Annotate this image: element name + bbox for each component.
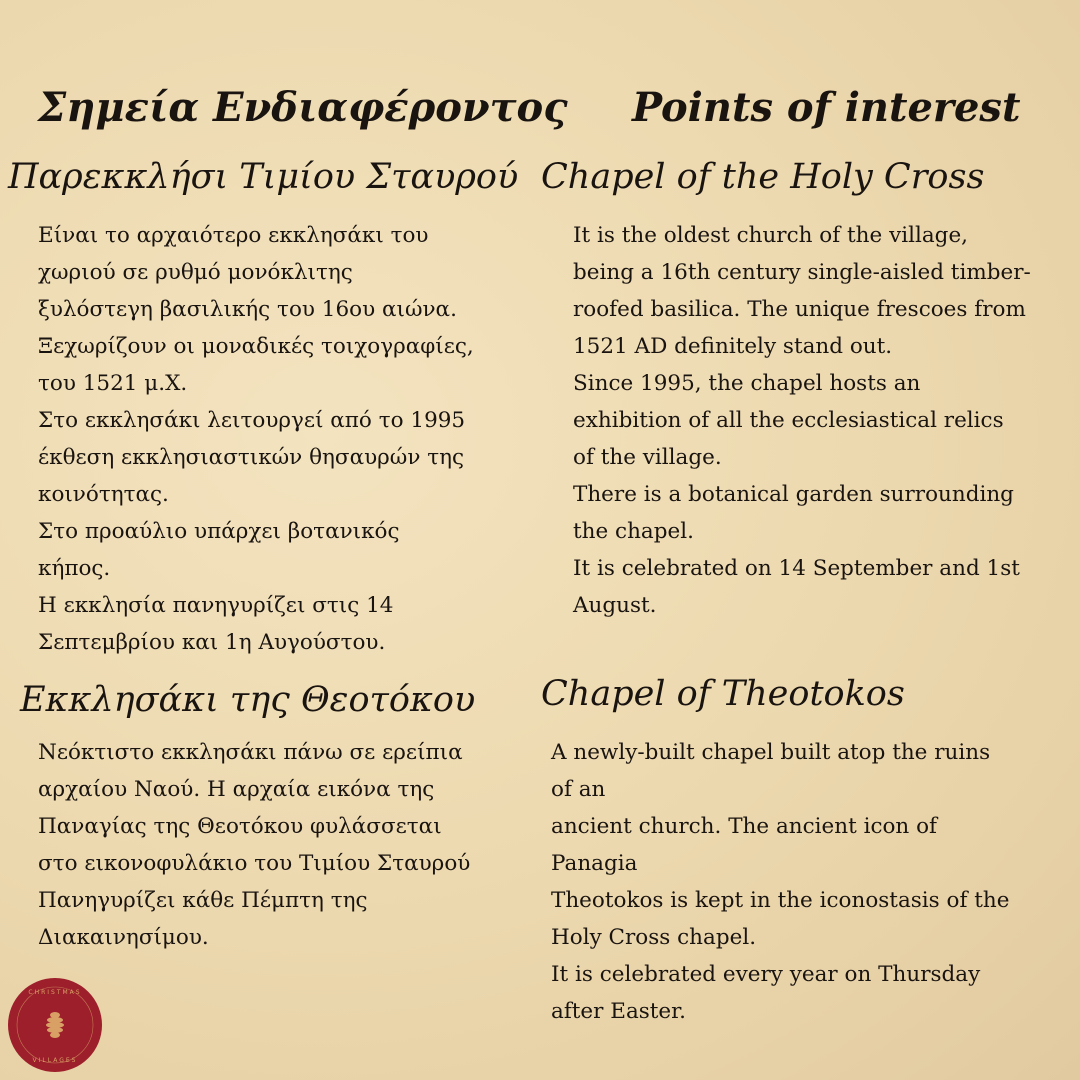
text-line: exhibition of all the ecclesiastical relics [573, 408, 1004, 433]
text-line: roofed basilica. The unique frescoes from [573, 297, 1026, 322]
text-line: the chapel. [573, 519, 694, 544]
text-line: of the village. [573, 445, 722, 470]
text-line: August. [573, 593, 657, 618]
text-line: Since 1995, the chapel hosts an [573, 371, 921, 396]
section-body-greek [38, 734, 470, 956]
text-line: κοινότητας. [38, 482, 169, 507]
section-heading-greek: Παρεκκλήσι Τιμίου Σταυρού [8, 157, 519, 197]
text-line: of an [551, 777, 606, 802]
text-line: after Easter. [551, 999, 686, 1024]
text-line: being a 16th century single-aisled timber- [573, 260, 1031, 285]
text-line: κήπος. [38, 556, 111, 581]
text-line: It is celebrated every year on Thursday [551, 962, 981, 987]
section-heading-greek: Εκκλησάκι της Θεοτόκου [20, 680, 476, 720]
text-line: Πανηγυρίζει κάθε Πέμπτη της [38, 888, 368, 913]
text-line: στο εικονοφυλάκιο του Τιμίου Σταυρού [38, 851, 471, 876]
section-body-english [573, 217, 1031, 624]
text-line: Η εκκλησία πανηγυρίζει στις 14 [38, 593, 394, 618]
text-line: Διακαινησίμου. [38, 925, 209, 950]
text-line: Νεόκτιστο εκκλησάκι πάνω σε ερείπια [38, 740, 463, 765]
text-line: 1521 AD definitely stand out. [573, 334, 893, 359]
section-heading-english: Chapel of the Holy Cross [541, 157, 985, 197]
section-body-english [551, 734, 1009, 1030]
text-line: A newly-built chapel built atop the ruins [551, 740, 991, 765]
text-line: χωριού σε ρυθμό μονόκλιτης [38, 260, 353, 285]
text-line: It is celebrated on 14 September and 1st [573, 556, 1020, 581]
text-line: ancient church. The ancient icon of [551, 814, 938, 839]
text-line: έκθεση εκκλησιαστικών θησαυρών της [38, 445, 465, 470]
text-line: Holy Cross chapel. [551, 925, 757, 950]
text-line: There is a botanical garden surrounding [573, 482, 1014, 507]
text-line: Σεπτεμβρίου και 1η Αυγούστου. [38, 630, 386, 655]
text-line: Στο εκκλησάκι λειτουργεί από το 1995 [38, 408, 466, 433]
text-line: Στο προαύλιο υπάρχει βοτανικός [38, 519, 400, 544]
text-line: αρχαίου Ναού. Η αρχαία εικόνα της [38, 777, 435, 802]
section-heading-english: Chapel of Theotokos [541, 674, 905, 714]
text-line: Panagia [551, 851, 638, 876]
text-line: Ξεχωρίζουν οι μοναδικές τοιχογραφίες, [38, 334, 474, 359]
section-body-greek [38, 217, 474, 661]
page-title-english: Points of interest [632, 84, 1021, 131]
christmas-villages-logo [8, 978, 102, 1072]
text-line: Παναγίας της Θεοτόκου φυλάσσεται [38, 814, 442, 839]
text-line: Theotokos is kept in the iconostasis of the [551, 888, 1010, 913]
pinecone-icon [46, 1012, 64, 1038]
text-line: ξυλόστεγη βασιλικής του 16ου αιώνα. [38, 297, 457, 322]
text-line: του 1521 μ.Χ. [38, 371, 188, 396]
svg-text:CHRISTMAS: CHRISTMAS [28, 989, 82, 996]
page-title-greek: Σημεία Ενδιαφέροντος [38, 84, 568, 131]
text-line: Είναι το αρχαιότερο εκκλησάκι του [38, 223, 429, 248]
svg-text:VILLAGES: VILLAGES [32, 1057, 78, 1064]
text-line: It is the oldest church of the village, [573, 223, 968, 248]
